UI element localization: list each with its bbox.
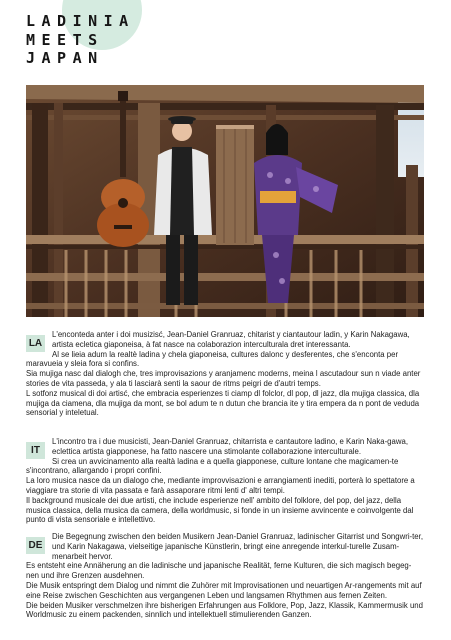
section-german-intro: Die Begegnung zwischen den beiden Musikern Jean-Daniel Granruaz, ladinischer Gitarrist und Songwri-ter, und Karin Nakagawa, vielseitige japanische Künstlerin, bringt eine anregende interkul-turelle Zusam-menarbeit hervor. — [52, 532, 423, 561]
paragraph: Sia mujiga nasc dal dialogh che, tres improvisazions y aranjamenc moderns, meina l ascutadour sun n viade anter stories de vita passeda, y ala ti lasciarà senti la saour de ritms peigri de d'autri temps. — [26, 369, 421, 388]
section-german — [26, 532, 424, 620]
section-ladin — [26, 330, 424, 418]
logo — [26, 12, 135, 68]
musicians-photo — [26, 85, 424, 317]
paragraph: Die Musik entspringt dem Dialog und nimmt die Zuhörer mit Improvisationen und neuartigen Ar-rangements mit auf eine Reise zwischen Geschichten aus vergangenen Leben und langsamen Rhythmen aus fernen Zeiten. — [26, 580, 422, 600]
logo-line-1: LADINIA — [26, 12, 135, 30]
section-italian — [26, 437, 424, 525]
paragraph: Al se lieia adum la realtè ladina y chela giaponeisa, cultures dalonc y desferentes, che s'enconta per maravueia y sleia fora si confins. — [26, 349, 399, 369]
section-italian-body — [26, 457, 424, 526]
paragraph: L sotfonz musical di doi artisć, che embracia esperienzes ti ciamp dl folclor, dl pop, dl jazz, dla mujiga classica, dla mujiga da ciamena, dla mujiga da mont, se bol adum te n dutun che brancia ite y tira empera da n pont de veduda sensorial y inteletual. — [26, 388, 420, 418]
paragraph: Si crea un avvicinamento alla realtà ladina e a quella giapponese, culture lontane che magicamen-te s'incontrano, allargando i propri confini. — [26, 456, 399, 476]
section-italian-intro: L'incontro tra i due musicisti, Jean-Daniel Granruaz, chitarrista e cantautore ladino, e Karin Naka-gawa, eclettica artista giapponese, ha fatto nascere una stimolante collaborazione interculturale. — [52, 437, 408, 456]
paragraph: Es entsteht eine Annäherung an die ladinische und japanische Realität, ferne Kulturen, die sich magisch begeg-nen und ihre Grenzen ausdehnen. — [26, 561, 412, 581]
language-badge-de: DE — [26, 537, 45, 554]
paragraph: Die beiden Musiker verschmelzen ihre bisherigen Erfahrungen aus Folklore, Pop, Jazz, Klassik, Kammermusik und Worldmusic zu einem packenden, sinnlich und intellektuell stimulierenden Ganzen. — [26, 600, 423, 620]
language-badge-it: IT — [26, 442, 45, 459]
logo-line-2: MEETS — [26, 30, 104, 49]
language-badge-la: LA — [26, 335, 45, 352]
section-german-body — [26, 561, 424, 620]
paragraph: La loro musica nasce da un dialogo che, mediante improvvisazioni e arrangiamenti inediti, porterà lo spettatore a viaggiare tra storie di vita passata e farà assaporare ritmi lenti d' altri tempi. — [26, 476, 415, 495]
logo-line-3: JAPAN — [26, 49, 104, 67]
section-ladin-intro: L'enconteda anter i doi musizisć, Jean-Daniel Granruaz, chitarist y ciantautour ladin, y Karin Nakagawa, artista ecletica giaponeisa, à fat nasce na colaborazion interculturala dret interessanta. — [52, 330, 410, 349]
paragraph: Il background musicale dei due artisti, che include esperienze nell' ambito del folklore, del pop, del jazz, della musica classica, della musica da camera, della worldmusic, si fonde in un insieme avvincente e coinvolgente dal punto di vista sensoriale e intellettivo. — [26, 495, 414, 525]
section-ladin-body — [26, 350, 424, 419]
